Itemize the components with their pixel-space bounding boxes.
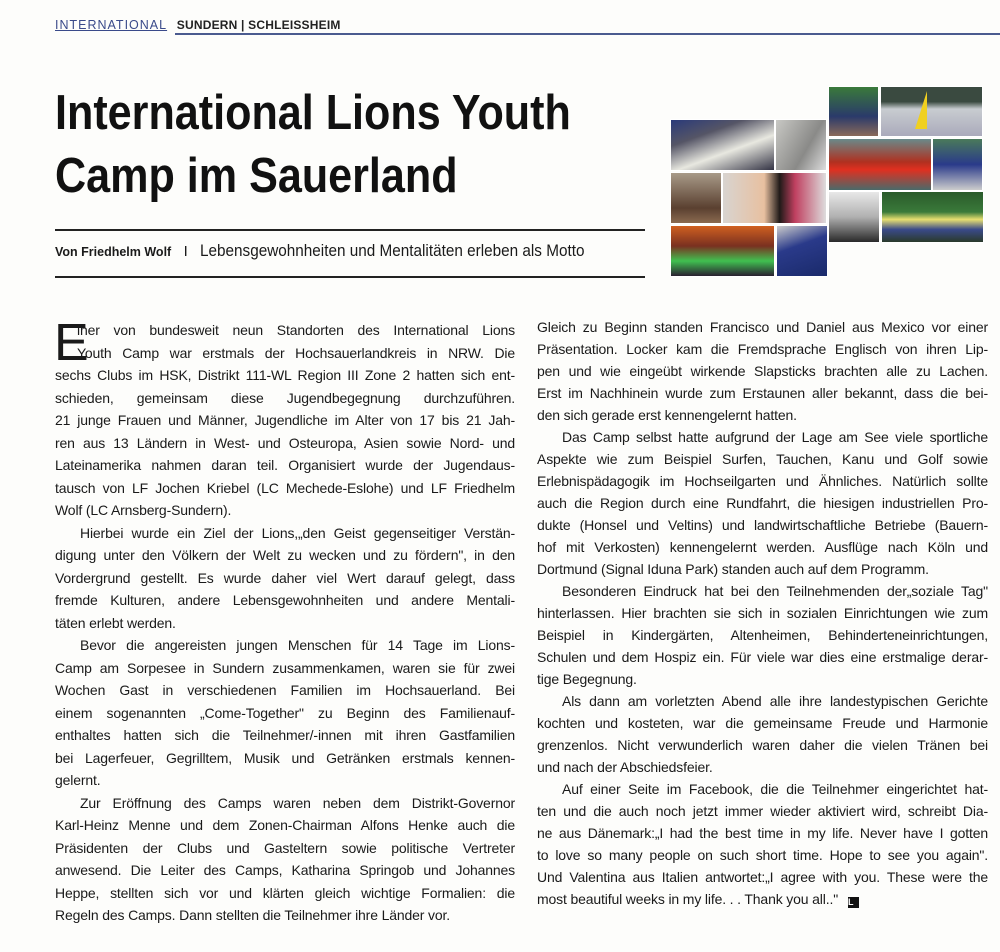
photo-windsurfing — [880, 86, 983, 137]
text-line: hinterlassen. Hier brachten sie sich in sozialen Einrichtungen wie zum — [537, 605, 988, 621]
text-line: bei Lagerfeuer, Gegrilltem, Musik und Getränken erstmals kennen- — [55, 749, 515, 766]
text-line: den sich gerade erst kennengelernt hatten. — [537, 407, 797, 423]
paragraph — [55, 792, 515, 927]
text-line: kochten und kosteten, war die gemeinsame Freude und Harmonie — [537, 715, 988, 731]
text-line: Dortmund (Signal Iduna Park) standen auch auf dem Programm. — [537, 561, 929, 577]
text-line: pen und wie eingeübt wirkende Slapsticks brachten alle zu Lachen. — [537, 363, 988, 379]
text-line: Erst im Nachhinein wurde zum Erstaunen aller bekannt, dass die bei- — [537, 385, 988, 401]
rule-bottom — [55, 276, 645, 278]
paragraph — [537, 580, 988, 690]
photo-archery — [881, 191, 984, 243]
photo-lions-flag-group — [670, 119, 775, 171]
text-line: sechs Clubs im HSK, Distrikt 111-WL Region III Zone 2 hatten sich ent- — [55, 367, 515, 383]
text-line: einem sogenannten „Come-Together" zu Beginn des Familienauf- — [55, 704, 515, 721]
photo-group-caps — [776, 225, 828, 277]
text-line: auch die Region durch eine Rundfahrt, die hiesigen industriellen Pro- — [537, 495, 988, 511]
text-line: hof mit Verkosten) kennengelernt werden. Ausflüge nach Köln und — [537, 539, 988, 555]
text-line: Zur Eröffnung des Camps waren neben dem Distrikt-Governor — [80, 794, 515, 811]
text-line: 21 junge Frauen und Männer, Jugendliche im Alter von 17 bis 21 Jah- — [55, 412, 515, 428]
byline-separator: I — [183, 243, 188, 260]
text-line: Erlebnispädagogik im Hochseilgarten und Ähnliches. Natürlich sollte — [537, 473, 988, 489]
text-line: Karl-Heinz Menne und dem Zonen-Chairman Alfons Henke auch die — [55, 817, 515, 833]
text-line: schieden, gemeinsam diese Jugendbegegnung durchzuführen. — [55, 389, 515, 406]
text-line: gelernt. — [55, 772, 101, 788]
text-line: Regeln des Camps. Dann stellten die Teilnehmer ihre Länder vor. — [55, 907, 450, 923]
photo-woods-group — [828, 86, 879, 137]
author: Von Friedhelm Wolf — [55, 245, 172, 259]
paragraph — [55, 634, 515, 792]
text-line: Präsidenten der Clubs und Gasteltern sowie politische Vertreter — [55, 839, 515, 856]
photo-church-interior — [670, 172, 722, 224]
text-line: und nach der Abschiedsfeier. — [537, 759, 713, 775]
photo-group-outdoors — [932, 138, 983, 191]
paragraph — [537, 778, 988, 910]
text-line: Als dann am vorletzten Abend alle ihre landestypischen Gerichte — [562, 693, 988, 709]
text-line: fremde Kulturen, andere Lebensgewohnheiten und andere Mentali- — [55, 592, 515, 608]
text-line: Youth Camp war erstmals der Hochsauerlandkreis in NRW. Die — [77, 344, 515, 361]
text-line: iner von bundesweit neun Standorten des International Lions — [77, 322, 515, 338]
text-line: Aspekte wie zum Beispiel Surfen, Tauchen, Kanu und Golf sowie — [537, 451, 988, 467]
text-line: Bevor die angereisten jungen Menschen für 14 Tage im Lions- — [80, 637, 515, 653]
text-line: Heppe, stellten sich vor und klärten gleich wichtige Formalien: die — [55, 884, 515, 901]
photo-party — [670, 225, 775, 277]
byline — [55, 241, 628, 261]
section-label: INTERNATIONAL — [55, 18, 168, 32]
subsection-label: SUNDERN | SCHLEISSHEIM — [176, 18, 341, 32]
paragraph — [537, 690, 988, 778]
photo-sky-lines — [828, 191, 880, 243]
text-line: Und Valentina aus Italien antwortet:„I agree with you. These were the — [537, 869, 988, 885]
text-line: ten und die auch noch jetzt immer wieder aktiviert wird, schreibt Dia- — [537, 803, 988, 819]
header-rule — [175, 33, 1000, 35]
paragraph — [537, 316, 988, 426]
paragraph — [537, 426, 988, 580]
text-line: Besonderen Eindruck hat bei den Teilnehmenden der„soziale Tag" — [562, 583, 988, 599]
text-line: Wolf (LC Arnsberg-Sundern). — [55, 502, 232, 518]
text-line: täten erlebt werden. — [55, 614, 176, 631]
subtitle: Lebensgewohnheiten und Mentalitäten erleben als Motto — [200, 241, 585, 260]
right-column — [537, 316, 988, 910]
text-line: grenzenlos. Nicht verwunderlich waren daher die vielen Tränen bei — [537, 737, 988, 753]
text-line: Hierbei wurde ein Ziel der Lions,„den Geist gegenseitiger Verstän- — [80, 524, 515, 541]
paragraph — [55, 522, 515, 635]
text-line: Vordergrund gestellt. Es wurde daher viel Wert darauf gelegt, dass — [55, 569, 515, 586]
text-line: ren aus 13 Ländern in West- und Osteuropa, Asien sowie Nord- und — [55, 434, 515, 451]
text-line: ne aus Dänemark:„I had the best time in my life. Never have I gotten — [537, 825, 988, 841]
text-line: anwesend. Die Leiter des Camps, Katharina Springob und Johannes — [55, 862, 515, 878]
photo-building — [775, 119, 827, 171]
text-line: digung unter den Völkern der Welt zu wecken und zu fördern", in den — [55, 547, 515, 563]
text-line: tausch von LF Jochen Kriebel (LC Mechede-Eslohe) und LF Friedhelm — [55, 479, 515, 496]
text-line: Gleich zu Beginn standen Francisco und Daniel aus Mexico vor einer — [537, 319, 988, 335]
article-title — [55, 82, 571, 208]
title-line-1: International Lions Youth — [55, 86, 571, 140]
section-header — [55, 18, 341, 32]
photo-two-girls — [722, 172, 827, 224]
text-line: dukte (Honsel und Veltins) und landwirtschaftliche Betriebe (Bauern- — [537, 517, 988, 533]
text-line: Auf einer Seite im Facebook, die die Teilnehmer eingerichtet hat- — [562, 781, 988, 797]
text-line: Lateinamerika nahmen daran teil. Organisiert wurde der Jugendaus- — [55, 457, 515, 473]
text-line: Das Camp selbst hatte aufgrund der Lage am See viele sportliche — [562, 429, 988, 445]
drop-cap: E — [54, 321, 89, 365]
photo-rafting — [828, 138, 932, 191]
text-line: tige Begegnung. — [537, 671, 637, 687]
text-line: Wochen Gast in verschiedenen Familien im Hochsauerland. Bei — [55, 682, 515, 698]
end-mark-icon: L — [848, 897, 859, 908]
text-line: Präsentation. Locker kam die Fremdsprache Englisch von ihren Lip- — [537, 341, 988, 357]
left-column — [55, 319, 515, 927]
text-line: Beispiel in Kindergärten, Altenheimen, Behinderteneinrichtungen, — [537, 627, 988, 643]
rule-top — [55, 229, 645, 231]
text-line: most beautiful weeks in my life. . . Thank you all.." L — [537, 888, 988, 910]
text-line: enthaltes hatten sich die Teilnehmer/-innen mit ihren Gastfamilien — [55, 727, 515, 743]
text-line: Camp am Sorpesee in Sundern zusammenkamen, waren sie für zwei — [55, 659, 515, 676]
text-line: to love so many people on such short time. Hope to see you again". — [537, 847, 988, 863]
paragraph — [55, 319, 515, 522]
text-line: Schulen und dem Hospiz ein. Für viele war dies eine erstmalige derar- — [537, 649, 988, 665]
title-line-2: Camp im Sauerland — [55, 149, 458, 203]
